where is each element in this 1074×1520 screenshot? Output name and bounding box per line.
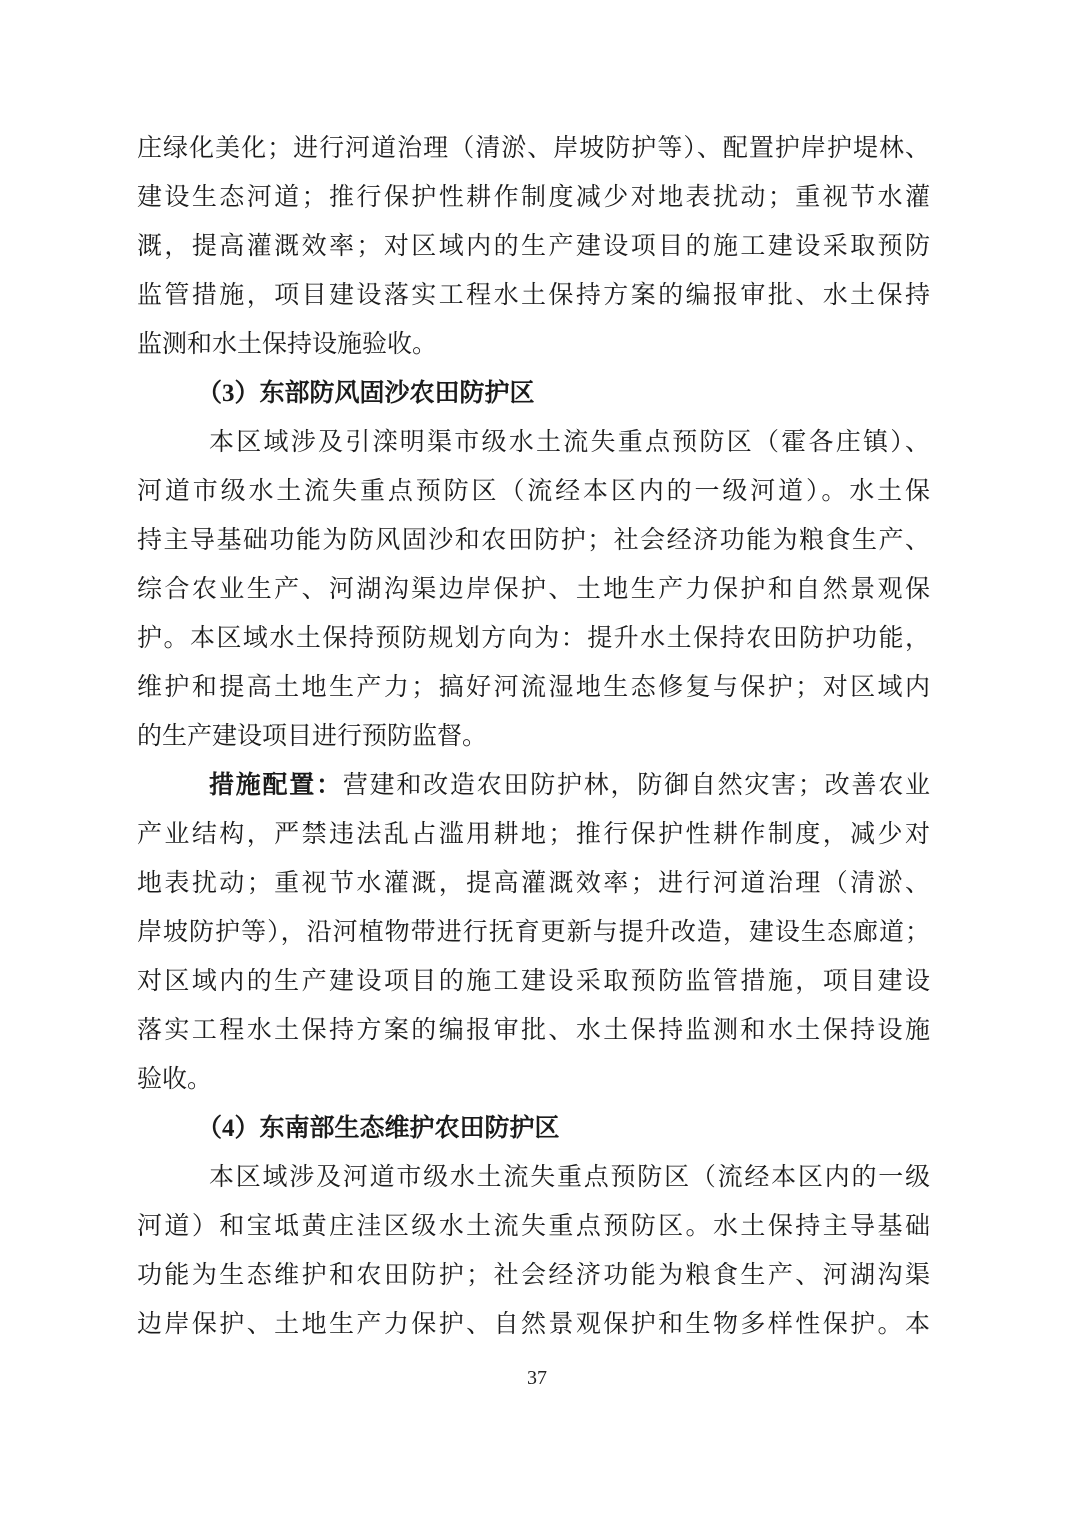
text-line: 落实工程水土保持方案的编报审批、水土保持监测和水土保持设施: [137, 1017, 930, 1044]
section-heading-3: （3）东部防风固沙农田防护区: [197, 380, 535, 407]
text-line: 地表扰动；重视节水灌溉，提高灌溉效率；进行河道治理（清淤、: [137, 870, 930, 897]
text-line: 综合农业生产、河湖沟渠边岸保护、土地生产力保护和自然景观保: [137, 576, 930, 603]
measures-lead: 措施配置：: [209, 772, 343, 799]
text-line: 功能为生态维护和农田防护；社会经济功能为粮食生产、河湖沟渠: [137, 1262, 930, 1289]
text-line-measures-first: [137, 761, 930, 810]
text-line: 本区域涉及河道市级水土流失重点预防区（流经本区内的一级: [209, 1164, 930, 1191]
measures-first-line-text: 营建和改造农田防护林，防御自然灾害；改善农业: [342, 772, 930, 799]
text-line: 边岸保护、土地生产力保护、自然景观保护和生物多样性保护。本: [137, 1311, 930, 1338]
text-line: 岸坡防护等），沿河植物带进行抚育更新与提升改造，建设生态廊道；: [137, 919, 930, 946]
text-line: 持主导基础功能为防风固沙和农田防护；社会经济功能为粮食生产、: [137, 527, 930, 554]
text-line: 河道）和宝坻黄庄洼区级水土流失重点预防区。水土保持主导基础: [137, 1213, 930, 1240]
text-line: 的生产建设项目进行预防监督。: [137, 723, 488, 750]
section-heading-4: （4）东南部生态维护农田防护区: [197, 1115, 560, 1142]
text-line: 监管措施，项目建设落实工程水土保持方案的编报审批、水土保持: [137, 282, 930, 309]
text-body: [137, 124, 930, 1349]
page-number: 37: [527, 1367, 547, 1389]
text-line: 对区域内的生产建设项目的施工建设采取预防监管措施，项目建设: [137, 968, 930, 995]
text-line: 庄绿化美化；进行河道治理（清淤、岸坡防护等）、配置护岸护堤林、: [137, 135, 930, 162]
text-line: 验收。: [137, 1066, 213, 1093]
text-line: 监测和水土保持设施验收。: [137, 331, 438, 358]
text-line: 建设生态河道；推行保护性耕作制度减少对地表扰动；重视节水灌: [137, 184, 930, 211]
text-line: 维护和提高土地生产力；搞好河流湿地生态修复与保护；对区域内: [137, 674, 930, 701]
text-line: 本区域涉及引滦明渠市级水土流失重点预防区（霍各庄镇）、: [209, 429, 930, 456]
text-line: 河道市级水土流失重点预防区（流经本区内的一级河道）。水土保: [137, 478, 930, 505]
text-line: 护。本区域水土保持预防规划方向为：提升水土保持农田防护功能，: [137, 625, 930, 652]
text-line: 溉，提高灌溉效率；对区域内的生产建设项目的施工建设采取预防: [137, 233, 930, 260]
text-line: 产业结构，严禁违法乱占滥用耕地；推行保护性耕作制度，减少对: [137, 821, 930, 848]
